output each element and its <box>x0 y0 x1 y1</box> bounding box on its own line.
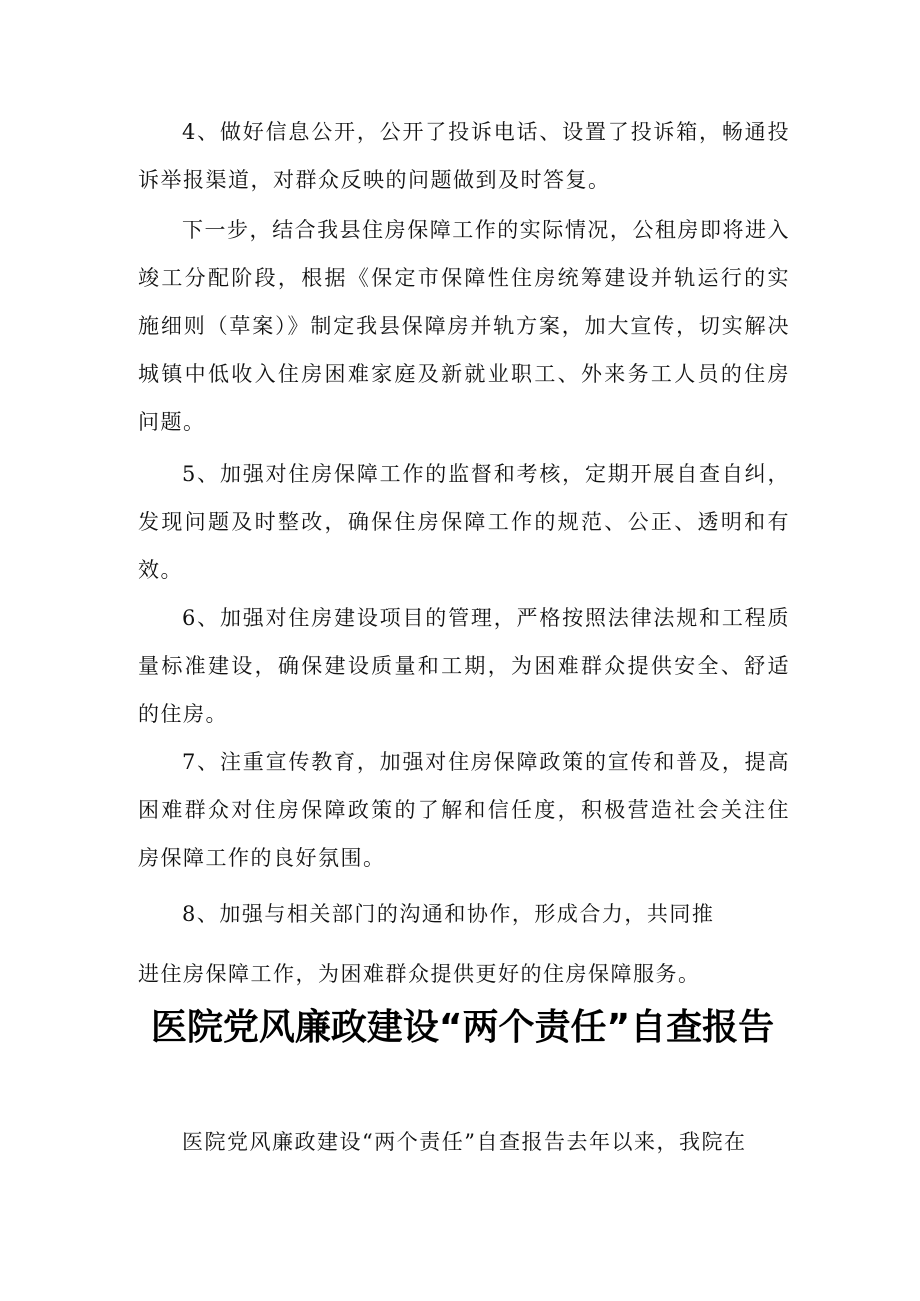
paragraph-item-8-continued: 进住房保障工作，为困难群众提供更好的住房保障服务。 <box>138 962 701 986</box>
paragraph-item-4: 4、做好信息公开，公开了投诉电话、设置了投诉箱，畅通投诉举报渠道，对群众反映的问题做到及时答复。 <box>138 120 790 192</box>
report-title: 医院党风廉政建设“两个责任”自查报告 <box>150 1007 775 1048</box>
paragraph-item-6: 6、加强对住房建设项目的管理，严格按照法律法规和工程质量标准建设，确保建设质量和工期，为困难群众提供安全、舒适的住房。 <box>138 606 790 726</box>
paragraph-item-8: 8、加强与相关部门的沟通和协作，形成合力，共同推 <box>182 902 715 926</box>
report-intro-paragraph: 医院党风廉政建设“两个责任”自查报告去年以来，我院在 <box>182 1130 747 1154</box>
paragraph-item-7: 7、注重宣传教育，加强对住房保障政策的宣传和普及，提高困难群众对住房保障政策的了解和信任度，积极营造社会关注住房保障工作的良好氛围。 <box>138 750 790 870</box>
paragraph-next-step: 下一步，结合我县住房保障工作的实际情况，公租房即将进入竣工分配阶段，根据《保定市保障性住房统筹建设并轨运行的实施细则（草案）》制定我县保障房并轨方案，加大宣传，切实解决城镇中低收入住房困难家庭及新就业职工、外来务工人员的住房问题。 <box>138 218 790 434</box>
paragraph-item-5: 5、加强对住房保障工作的监督和考核，定期开展自查自纠，发现问题及时整改，确保住房保障工作的规范、公正、透明和有效。 <box>138 462 790 582</box>
